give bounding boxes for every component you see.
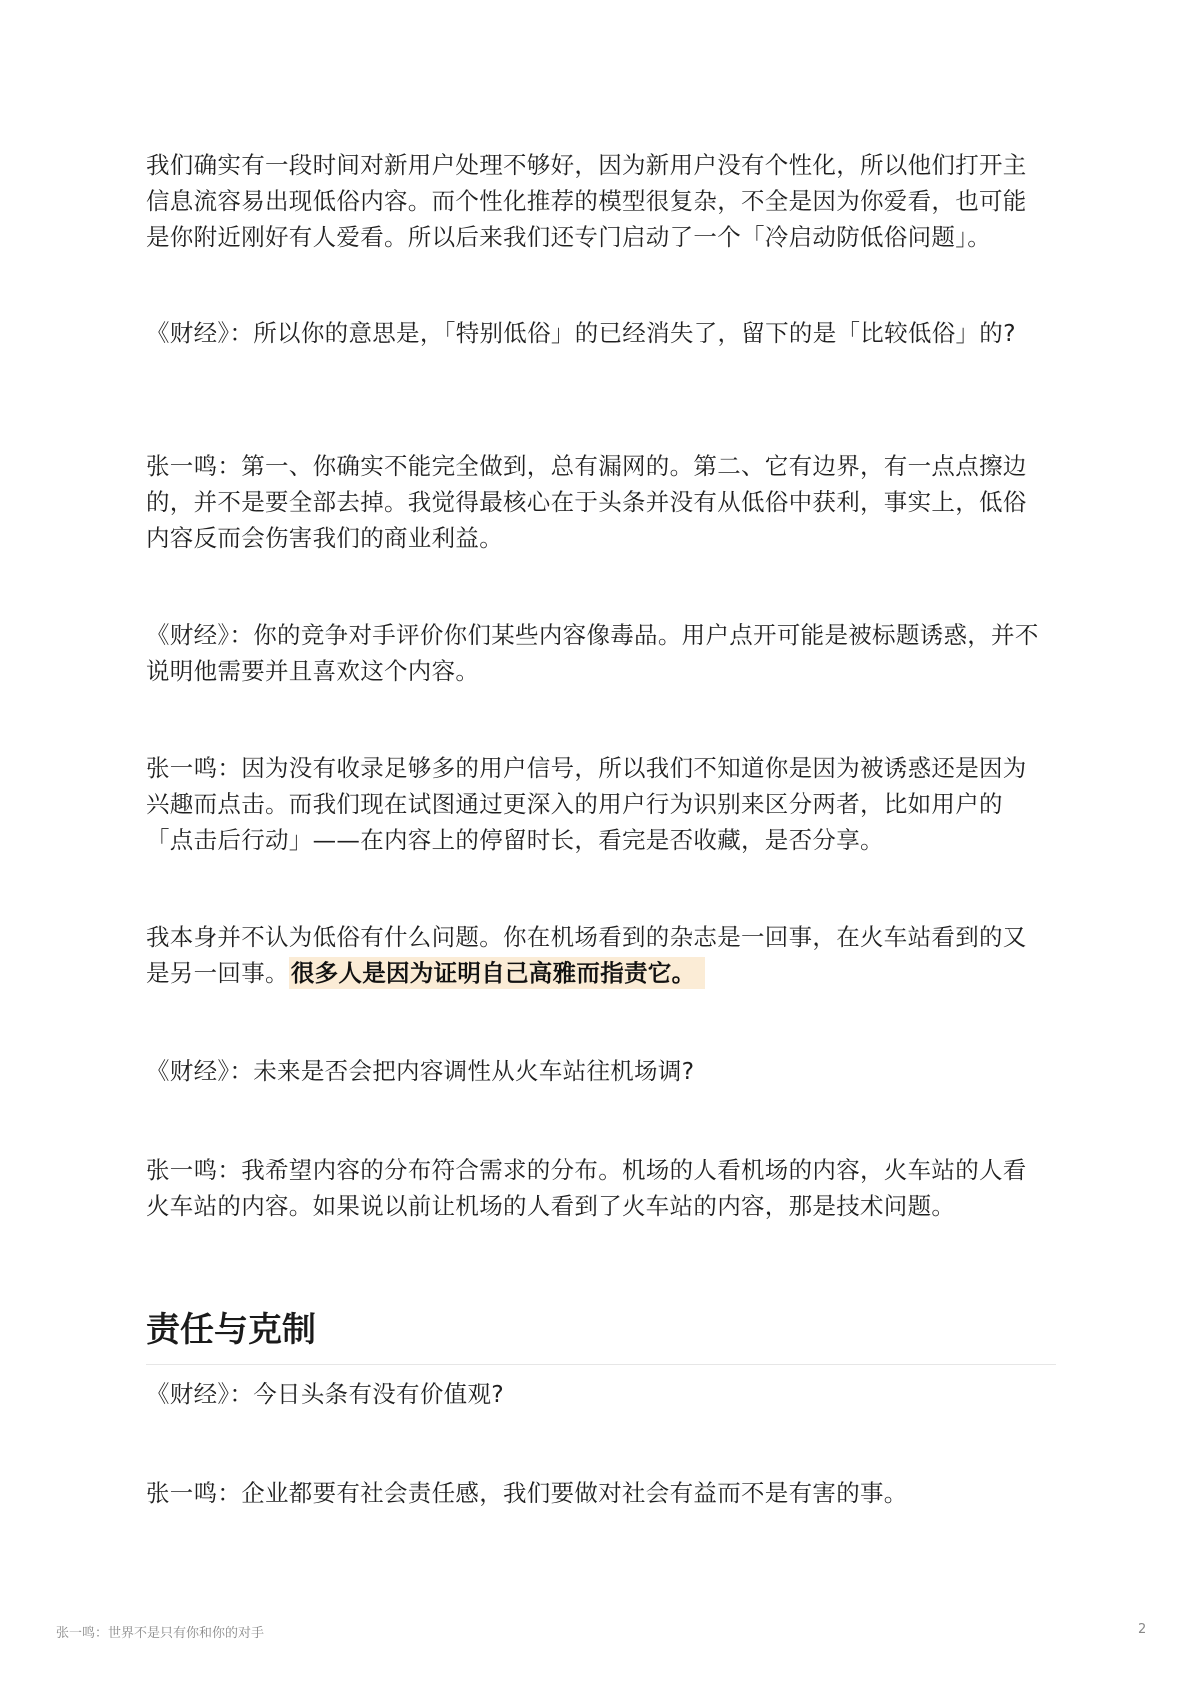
paragraph-text: 我本身并不认为低俗有什么问题。你在机场看到的杂志是一回事，在火车站看到的又是另一回事。 [146,923,1027,987]
heading-divider [146,1364,1056,1365]
paragraph: 我们确实有一段时间对新用户处理不够好，因为新用户没有个性化，所以他们打开主信息流容易出现低俗内容。而个性化推荐的模型很复杂，不全是因为你爱看，也可能是你附近刚好有人爱看。所以后来我们还专门启动了一个「冷启动防低俗问题」。 [146,151,1027,251]
footer-title: 张一鸣：世界不是只有你和你的对手 [56,1626,265,1641]
highlighted-text: 很多人是因为证明自己高雅而指责它。 [289,957,706,989]
paragraph: 《财经》：未来是否会把内容调性从火车站往机场调? [146,1057,695,1085]
paragraph: 《财经》：今日头条有没有价值观? [146,1380,505,1408]
paragraph: 张一鸣：第一、你确实不能完全做到，总有漏网的。第二、它有边界，有一点点擦边的，并不是要全部去掉。我觉得最核心在于头条并没有从低俗中获利，事实上，低俗内容反而会伤害我们的商业利益。 [146,452,1027,552]
page-number: 2 [1138,1622,1147,1637]
paragraph: 张一鸣：我希望内容的分布符合需求的分布。机场的人看机场的内容，火车站的人看火车站的内容。如果说以前让机场的人看到了火车站的内容，那是技术问题。 [146,1156,1027,1220]
paragraph: 张一鸣：因为没有收录足够多的用户信号，所以我们不知道你是因为被诱惑还是因为兴趣而点击。而我们现在试图通过更深入的用户行为识别来区分两者，比如用户的「点击后行动」——在内容上的停留时长，看完是否收藏，是否分享。 [146,754,1027,854]
section-heading: 责任与克制 [146,1310,316,1350]
paragraph: 《财经》：所以你的意思是，「特别低俗」的已经消失了，留下的是「比较低俗」的? [146,319,1016,347]
paragraph: 《财经》：你的竞争对手评价你们某些内容像毒品。用户点开可能是被标题诱惑，并不说明他需要并且喜欢这个内容。 [146,621,1039,685]
paragraph: 张一鸣：企业都要有社会责任感，我们要做对社会有益而不是有害的事。 [146,1479,908,1507]
paragraph [146,919,1046,991]
